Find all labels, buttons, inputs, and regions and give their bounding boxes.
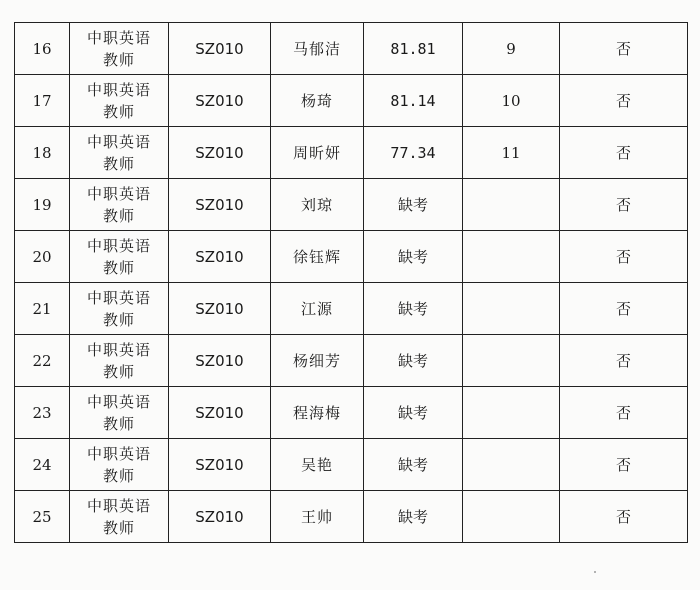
post-line-1: 中职英语 [86, 340, 151, 359]
name-cell: 王帅 [271, 491, 364, 543]
name-cell: 江源 [271, 283, 364, 335]
score-cell: 缺考 [364, 231, 463, 283]
flag-cell: 否 [560, 75, 688, 127]
post-line-2: 教师 [102, 50, 135, 69]
score-cell: 81.81 [364, 23, 463, 75]
table-row [15, 231, 688, 283]
results-table-body [15, 23, 688, 543]
row-number-cell: 25 [15, 491, 70, 543]
table-row [15, 491, 688, 543]
post-line-2: 教师 [102, 518, 135, 537]
post-cell [70, 491, 169, 543]
rank-cell [463, 387, 560, 439]
post-line-2: 教师 [102, 414, 135, 433]
flag-cell: 否 [560, 491, 688, 543]
flag-cell: 否 [560, 335, 688, 387]
row-number-cell: 18 [15, 127, 70, 179]
name-cell: 徐钰辉 [271, 231, 364, 283]
flag-cell: 否 [560, 439, 688, 491]
row-number-cell: 22 [15, 335, 70, 387]
flag-cell: 否 [560, 23, 688, 75]
post-code-cell: SZ010 [169, 439, 271, 491]
post-line-1: 中职英语 [86, 28, 151, 47]
post-line-2: 教师 [102, 466, 135, 485]
post-code-cell: SZ010 [169, 75, 271, 127]
post-line-1: 中职英语 [86, 288, 151, 307]
row-number-cell: 17 [15, 75, 70, 127]
rank-cell [463, 439, 560, 491]
post-code-cell: SZ010 [169, 283, 271, 335]
name-cell: 刘琼 [271, 179, 364, 231]
post-line-1: 中职英语 [86, 392, 151, 411]
rank-cell: 10 [463, 75, 560, 127]
row-number-cell: 16 [15, 23, 70, 75]
score-cell: 缺考 [364, 179, 463, 231]
post-line-2: 教师 [102, 310, 135, 329]
table-row [15, 23, 688, 75]
table-row [15, 439, 688, 491]
post-code-cell: SZ010 [169, 491, 271, 543]
post-cell [70, 335, 169, 387]
post-line-1: 中职英语 [86, 444, 151, 463]
name-cell: 马郁洁 [271, 23, 364, 75]
score-cell: 缺考 [364, 387, 463, 439]
post-code-cell: SZ010 [169, 127, 271, 179]
score-cell: 缺考 [364, 283, 463, 335]
table-row [15, 335, 688, 387]
row-number-cell: 19 [15, 179, 70, 231]
post-line-2: 教师 [102, 206, 135, 225]
name-cell: 周昕妍 [271, 127, 364, 179]
name-cell: 杨细芳 [271, 335, 364, 387]
post-cell [70, 231, 169, 283]
flag-cell: 否 [560, 387, 688, 439]
post-line-1: 中职英语 [86, 496, 151, 515]
name-cell: 程海梅 [271, 387, 364, 439]
post-code-cell: SZ010 [169, 23, 271, 75]
row-number-cell: 23 [15, 387, 70, 439]
post-line-2: 教师 [102, 362, 135, 381]
rank-cell: 11 [463, 127, 560, 179]
name-cell: 杨琦 [271, 75, 364, 127]
table-row [15, 283, 688, 335]
post-cell [70, 387, 169, 439]
score-cell: 77.34 [364, 127, 463, 179]
flag-cell: 否 [560, 127, 688, 179]
name-cell: 吴艳 [271, 439, 364, 491]
table-row [15, 75, 688, 127]
post-cell [70, 23, 169, 75]
post-code-cell: SZ010 [169, 179, 271, 231]
post-cell [70, 75, 169, 127]
rank-cell [463, 179, 560, 231]
flag-cell: 否 [560, 179, 688, 231]
score-cell: 缺考 [364, 439, 463, 491]
rank-cell [463, 491, 560, 543]
row-number-cell: 20 [15, 231, 70, 283]
post-line-1: 中职英语 [86, 236, 151, 255]
flag-cell: 否 [560, 231, 688, 283]
row-number-cell: 24 [15, 439, 70, 491]
results-table [14, 22, 688, 543]
flag-cell: 否 [560, 283, 688, 335]
scan-speck [594, 571, 596, 573]
post-line-2: 教师 [102, 258, 135, 277]
rank-cell: 9 [463, 23, 560, 75]
table-row [15, 179, 688, 231]
table-row [15, 127, 688, 179]
post-code-cell: SZ010 [169, 231, 271, 283]
post-code-cell: SZ010 [169, 387, 271, 439]
post-line-2: 教师 [102, 102, 135, 121]
post-line-1: 中职英语 [86, 80, 151, 99]
post-cell [70, 179, 169, 231]
post-cell [70, 439, 169, 491]
post-line-1: 中职英语 [86, 184, 151, 203]
post-cell [70, 127, 169, 179]
post-code-cell: SZ010 [169, 335, 271, 387]
post-line-2: 教师 [102, 154, 135, 173]
post-line-1: 中职英语 [86, 132, 151, 151]
table-row [15, 387, 688, 439]
post-cell [70, 283, 169, 335]
rank-cell [463, 283, 560, 335]
score-cell: 缺考 [364, 335, 463, 387]
score-cell: 缺考 [364, 491, 463, 543]
rank-cell [463, 335, 560, 387]
score-cell: 81.14 [364, 75, 463, 127]
row-number-cell: 21 [15, 283, 70, 335]
rank-cell [463, 231, 560, 283]
